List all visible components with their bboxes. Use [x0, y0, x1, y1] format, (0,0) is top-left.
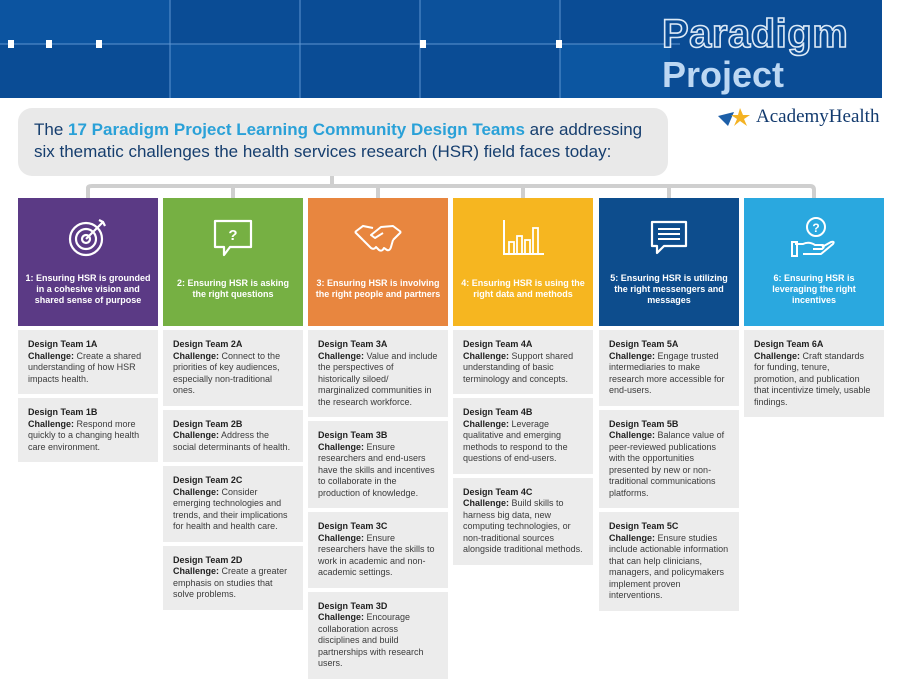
- team-challenge: Balance value of peer-reviewed publications with the opportunities presented by new or non-traditional communications platforms.: [609, 430, 725, 498]
- team-card-2d: [163, 546, 303, 610]
- challenge-label: Challenge:: [609, 350, 656, 361]
- challenge-label: Challenge:: [318, 350, 365, 361]
- team-card-2b: [163, 410, 303, 463]
- team-card-5a: [599, 330, 739, 406]
- theme-header-6: [744, 198, 884, 326]
- team-name: Design Team 2A: [173, 339, 243, 349]
- challenge-label: Challenge:: [609, 430, 656, 440]
- theme-connector-lines: [0, 176, 898, 200]
- team-challenge: Respond more quickly to a changing health care environment.: [28, 418, 140, 452]
- team-challenge: Create a greater emphasis on studies that solve problems.: [173, 566, 288, 599]
- theme-column-6: [744, 198, 884, 417]
- team-card-3b: [308, 421, 448, 508]
- theme-title-1: 1: Ensuring HSR is grounded in a cohesive vision and shared sense of purpose: [25, 272, 151, 305]
- intro-text: [18, 108, 668, 163]
- team-challenge: Consider emerging technologies and trends, and their implications for health and health care.: [173, 486, 288, 531]
- theme-title-6: 6: Ensuring HSR is leveraging the right incentives: [772, 272, 856, 305]
- question-bubble-icon: [208, 212, 258, 262]
- theme-column-5: [599, 198, 739, 611]
- team-card-3a: [308, 330, 448, 417]
- team-card-2a: [163, 330, 303, 406]
- intro-prefix: The: [34, 120, 69, 139]
- theme-header-4: [453, 198, 593, 326]
- team-name: Design Team 5B: [609, 418, 679, 429]
- challenge-label: Challenge:: [609, 532, 656, 543]
- logo-line-2: Project: [662, 54, 785, 95]
- team-name: Design Team 4B: [463, 407, 533, 417]
- team-card-1b: [18, 398, 158, 462]
- team-challenge: Encourage collaboration across disciplines and build partnerships with research users.: [318, 612, 424, 668]
- theme-title-5: 5: Ensuring HSR is utilizing the right messengers and messages: [610, 272, 728, 305]
- team-challenge: Ensure researchers and end-users have the skills and incentives to collaborate in the production of knowledge.: [318, 441, 435, 498]
- challenge-label: Challenge:: [318, 441, 365, 452]
- svg-text:?: ?: [228, 227, 238, 244]
- challenge-label: Challenge:: [318, 612, 365, 622]
- team-name: Design Team 1B: [28, 407, 98, 417]
- team-card-6a: [744, 330, 884, 417]
- team-challenge: Address the social determinants of health.: [173, 430, 291, 452]
- challenge-label: Challenge:: [28, 350, 75, 361]
- bar-chart-icon: [498, 212, 548, 262]
- team-name: Design Team 1A: [28, 339, 98, 349]
- team-challenge: Create a shared understanding of how HSR impacts health.: [28, 350, 142, 384]
- intro-highlight: 17 Paradigm Project Learning Community Design Teams: [68, 120, 525, 139]
- logo-line-1: Paradigm: [662, 12, 849, 56]
- team-name: Design Team 4A: [463, 339, 533, 349]
- team-card-3c: [308, 512, 448, 588]
- team-challenge: Engage trusted intermediaries to make research more accessible for end-users.: [609, 350, 725, 395]
- team-challenge: Build skills to harness big data, new computing technologies, or non-traditional sources alongside traditional methods.: [463, 498, 583, 554]
- theme-column-3: [308, 198, 448, 679]
- team-card-4a: [453, 330, 593, 394]
- challenge-label: Challenge:: [28, 418, 75, 429]
- team-card-4b: [453, 398, 593, 474]
- team-name: Design Team 3B: [318, 430, 388, 440]
- svg-text:?: ?: [812, 221, 820, 235]
- team-name: Design Team 2B: [173, 418, 243, 429]
- team-card-5c: [599, 512, 739, 611]
- team-card-3d: [308, 592, 448, 679]
- theme-header-1: [18, 198, 158, 326]
- theme-title-4: 4: Ensuring HSR is using the right data and methods: [461, 278, 585, 299]
- team-challenge: Craft standards for funding, tenure, promotion, and publication that incentivize timely, usable findings.: [754, 350, 871, 407]
- theme-column-4: [453, 198, 593, 565]
- theme-title-2: 2: Ensuring HSR is asking the right questions: [176, 278, 290, 299]
- theme-header-3: [308, 198, 448, 326]
- target-icon: [63, 212, 113, 262]
- message-icon: [644, 212, 694, 262]
- team-challenge: Support shared understanding of basic terminology and concepts.: [463, 350, 574, 384]
- challenge-label: Challenge:: [173, 430, 220, 440]
- academyhealth-name: AcademyHealth: [756, 106, 880, 127]
- team-name: Design Team 3D: [318, 600, 388, 611]
- challenge-label: Challenge:: [173, 486, 220, 497]
- team-card-5b: [599, 410, 739, 509]
- challenge-label: Challenge:: [463, 418, 510, 429]
- paradigm-project-logo: [662, 14, 882, 94]
- handshake-icon: [353, 212, 403, 262]
- challenge-label: Challenge:: [463, 498, 510, 508]
- theme-column-1: [18, 198, 158, 462]
- intro-box: [18, 108, 668, 176]
- theme-title-3: 3: Ensuring HSR is involving the right people and partners: [315, 278, 441, 299]
- intro-suffix: are addressing six thematic challenges the health services research (HSR) field faces today:: [34, 120, 643, 161]
- team-name: Design Team 2D: [173, 554, 243, 565]
- team-card-4c: [453, 478, 593, 565]
- team-name: Design Team 2C: [173, 475, 243, 485]
- team-challenge: Leverage qualitative and emerging methods to respond to the questions of end-users.: [463, 418, 568, 463]
- challenge-label: Challenge:: [318, 532, 365, 543]
- theme-header-2: [163, 198, 303, 326]
- challenge-label: Challenge:: [173, 566, 220, 576]
- team-name: Design Team 5C: [609, 521, 679, 531]
- team-challenge: Ensure studies include actionable information that can help clinicians, managers, and policymakers implement proven interventions.: [609, 532, 729, 600]
- challenge-label: Challenge:: [463, 350, 510, 361]
- team-name: Design Team 4C: [463, 486, 533, 497]
- team-challenge: Value and include the perspectives of historically siloed/ marginalized communities in the research workforce.: [318, 350, 438, 407]
- theme-column-2: [163, 198, 303, 610]
- team-name: Design Team 5A: [609, 339, 679, 349]
- team-challenge: Ensure researchers have the skills to work in academic and non-academic settings.: [318, 532, 435, 577]
- challenge-label: Challenge:: [173, 350, 220, 361]
- team-challenge: Connect to the priorities of key audiences, especially non-traditional ones.: [173, 350, 281, 395]
- team-card-2c: [163, 466, 303, 542]
- team-name: Design Team 3A: [318, 339, 388, 349]
- team-name: Design Team 3C: [318, 521, 388, 531]
- challenge-label: Challenge:: [754, 350, 801, 361]
- hand-question-icon: [789, 212, 839, 262]
- academyhealth-star-icon: [716, 106, 752, 128]
- academyhealth-logo: [716, 106, 879, 128]
- theme-header-5: [599, 198, 739, 326]
- team-name: Design Team 6A: [754, 339, 824, 349]
- team-card-1a: [18, 330, 158, 394]
